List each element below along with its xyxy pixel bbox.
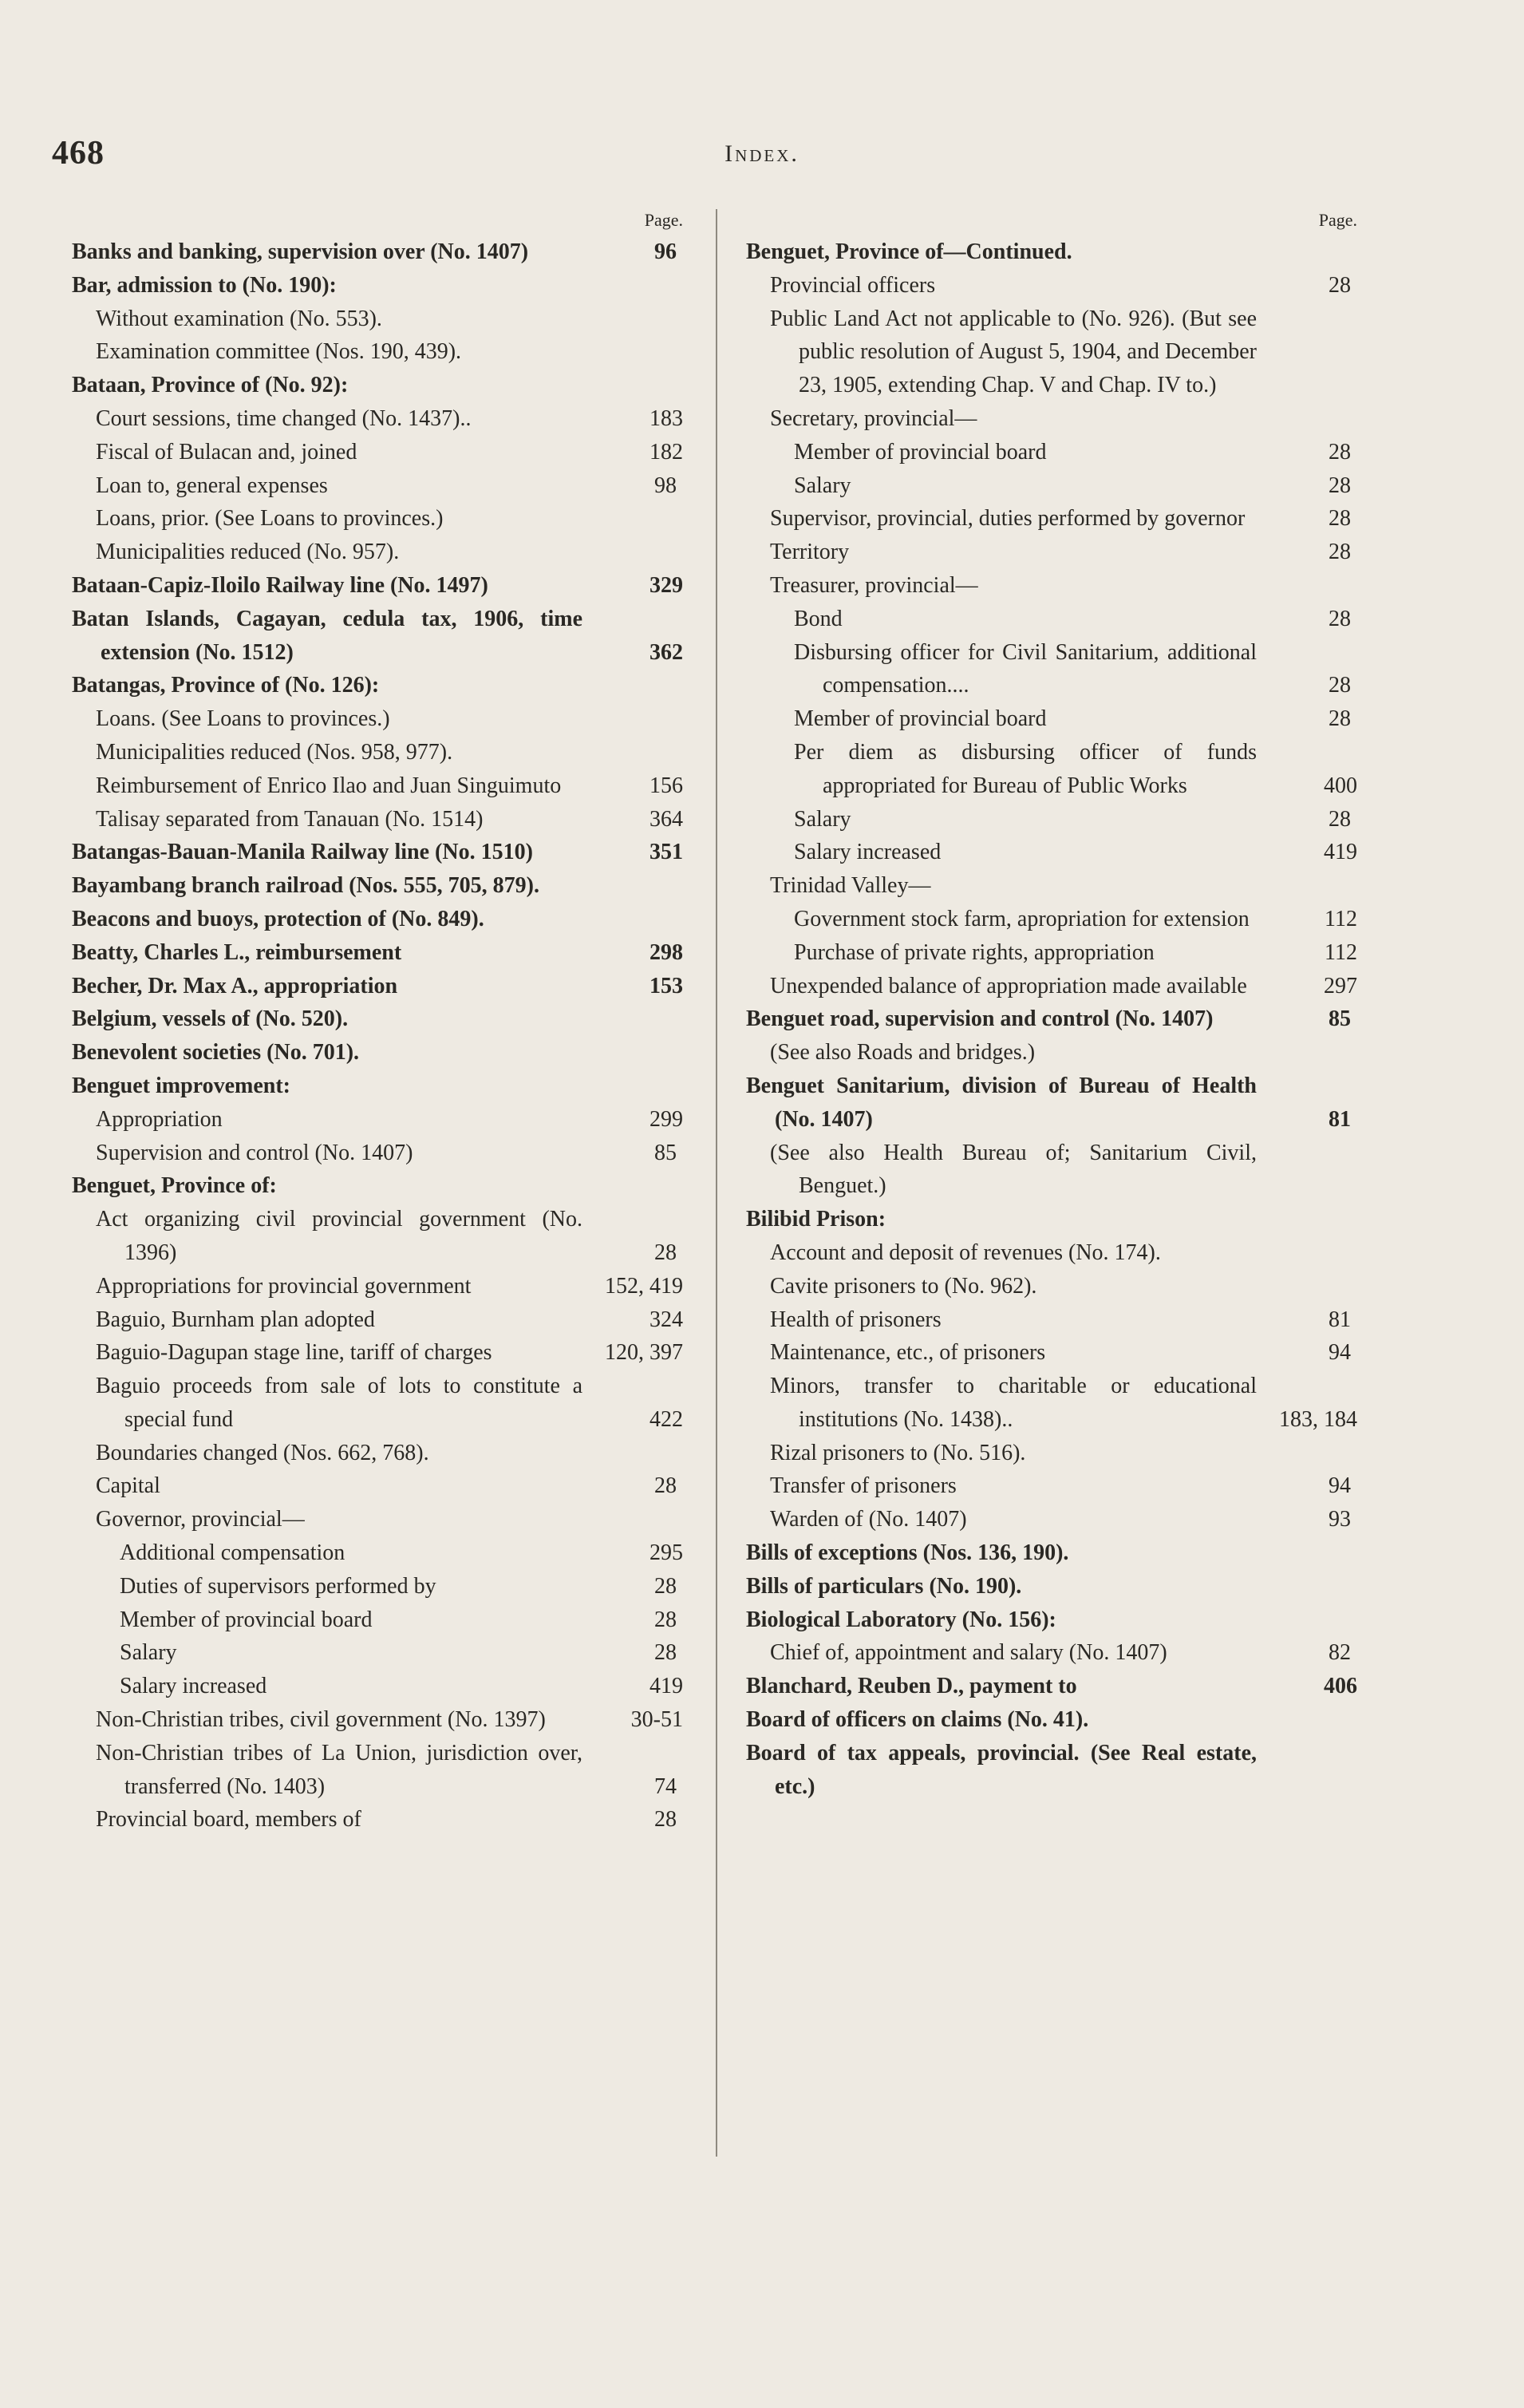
index-entry: Transfer of prisoners 94 bbox=[746, 1469, 1360, 1503]
entry-text: Fiscal of Bulacan and, joined bbox=[96, 439, 357, 465]
entry-text: Boundaries changed (Nos. 662, 768). bbox=[96, 1440, 429, 1465]
index-entry: Loan to, general expenses 98 bbox=[72, 469, 686, 503]
entry-text: Health of prisoners bbox=[770, 1307, 942, 1332]
entry-page-number: 419 bbox=[649, 1674, 683, 1699]
index-entry bbox=[72, 569, 686, 603]
index-entry: Member of provincial board 28 bbox=[746, 702, 1360, 736]
entry-text: Batan Islands, Cagayan, cedula tax, 1906, time extension (No. 1512) bbox=[72, 606, 582, 665]
entry-page-number: 422 bbox=[649, 1406, 683, 1432]
entry-text: (See also Health Bureau of; Sanitarium Civil, Benguet.) bbox=[770, 1140, 1257, 1199]
index-entry: Chief of, appointment and salary (No. 1407) 82 bbox=[746, 1636, 1360, 1670]
index-entry bbox=[72, 803, 686, 836]
entry-text: Salary bbox=[120, 1640, 177, 1666]
index-entry: Member of provincial board 28 bbox=[746, 436, 1360, 469]
index-entry bbox=[746, 1737, 1360, 1804]
index-entry bbox=[72, 1370, 686, 1437]
entry-page-number: 324 bbox=[649, 1307, 683, 1332]
entry-page-number: 351 bbox=[649, 840, 683, 865]
index-entry: Salary 28 bbox=[72, 1636, 686, 1670]
entry-text: Beatty, Charles L., reimbursement bbox=[72, 939, 402, 965]
entry-text: Member of provincial board bbox=[794, 706, 1047, 732]
entry-page-number: 295 bbox=[649, 1540, 683, 1566]
entry-text: Benguet, Province of—Continued. bbox=[746, 239, 1072, 264]
entry-page-number: 153 bbox=[649, 973, 683, 998]
entry-text: Becher, Dr. Max A., appropriation bbox=[72, 973, 398, 998]
index-entry bbox=[746, 1570, 1360, 1603]
entry-text: Salary bbox=[794, 473, 851, 498]
index-entry: Banks and banking, supervision over (No. 1407) 96 bbox=[72, 235, 686, 269]
index-entry bbox=[72, 502, 686, 536]
entry-text: Benevolent societies (No. 701). bbox=[72, 1040, 360, 1066]
entry-text: Beacons and buoys, protection of (No. 849). bbox=[72, 906, 484, 931]
index-entry bbox=[72, 836, 686, 869]
index-entry: Disbursing officer for Civil Sanitarium, additional compensation.... 28 bbox=[746, 636, 1360, 703]
entry-text: Batangas-Bauan-Manila Railway line (No. 1510) bbox=[72, 840, 533, 865]
entry-text: Public Land Act not applicable to (No. 926). (But see public resolution of August 5, 1904, and December 23, 1905, extending Chap. V and Chap. IV to.) bbox=[770, 306, 1257, 398]
entry-page-number: 112 bbox=[1325, 939, 1357, 965]
entry-text: Bilibid Prison: bbox=[746, 1207, 886, 1232]
entry-text: Bataan-Capiz-Iloilo Railway line (No. 1497) bbox=[72, 572, 488, 598]
index-entry bbox=[72, 1002, 686, 1036]
entry-text: Non-Christian tribes of La Union, jurisdiction over, transferred (No. 1403) bbox=[96, 1740, 582, 1799]
entry-text: Loans. (See Loans to provinces.) bbox=[96, 706, 390, 732]
page-header bbox=[0, 134, 1524, 182]
entry-text: Transfer of prisoners bbox=[770, 1473, 957, 1499]
entry-text: Provincial board, members of bbox=[96, 1807, 361, 1833]
index-entry bbox=[746, 569, 1360, 603]
entry-text: Appropriations for provincial government bbox=[96, 1273, 472, 1299]
entry-text: Government stock farm, apropriation for extension bbox=[794, 906, 1250, 931]
index-entry bbox=[746, 936, 1360, 970]
entry-text: Minors, transfer to charitable or educational institutions (No. 1438).. bbox=[770, 1374, 1257, 1432]
index-entry bbox=[72, 1670, 686, 1703]
index-entry: Non-Christian tribes of La Union, jurisdiction over, transferred (No. 1403) 74 bbox=[72, 1737, 686, 1804]
entry-text: Territory bbox=[770, 540, 850, 565]
index-entry bbox=[72, 269, 686, 302]
index-entry bbox=[746, 903, 1360, 936]
entry-text: Supervisor, provincial, duties performed by governor bbox=[770, 506, 1246, 532]
index-entry bbox=[72, 1437, 686, 1470]
entry-page-number: 156 bbox=[649, 773, 683, 798]
index-entry: Provincial officers 28 bbox=[746, 269, 1360, 302]
index-entry bbox=[746, 402, 1360, 436]
entry-text: Board of officers on claims (No. 41). bbox=[746, 1707, 1089, 1733]
index-entry: Benguet road, supervision and control (No. 1407) 85 bbox=[746, 1002, 1360, 1036]
index-entry bbox=[72, 736, 686, 769]
index-entry bbox=[746, 302, 1360, 402]
entry-text: Maintenance, etc., of prisoners bbox=[770, 1340, 1046, 1366]
entry-text: Baguio-Dagupan stage line, tariff of charges bbox=[96, 1340, 492, 1366]
index-entry: Benguet Sanitarium, division of Bureau of Health (No. 1407) 81 bbox=[746, 1070, 1360, 1137]
index-entry: Duties of supervisors performed by 28 bbox=[72, 1570, 686, 1603]
entry-text: Reimbursement of Enrico Ilao and Juan Singuimuto bbox=[96, 773, 562, 798]
left-entry-list bbox=[72, 235, 686, 1837]
entry-text: Treasurer, provincial— bbox=[770, 572, 978, 598]
entry-text: Batangas, Province of (No. 126): bbox=[72, 673, 380, 698]
index-entry bbox=[72, 869, 686, 903]
entry-text: Bayambang branch railroad (Nos. 555, 705, 879). bbox=[72, 873, 539, 899]
running-head: Index. bbox=[724, 140, 800, 167]
index-entry bbox=[72, 335, 686, 369]
index-entry bbox=[72, 1169, 686, 1203]
entry-text: Act organizing civil provincial government (No. 1396) bbox=[96, 1207, 582, 1265]
entry-text: Bataan, Province of (No. 92): bbox=[72, 373, 349, 398]
entry-page-number: 299 bbox=[649, 1106, 683, 1132]
entry-text: Member of provincial board bbox=[120, 1607, 373, 1632]
index-entry: Capital 28 bbox=[72, 1469, 686, 1503]
index-entry bbox=[746, 1137, 1360, 1204]
entry-text: Benguet Sanitarium, division of Bureau of Health (No. 1407) bbox=[746, 1073, 1257, 1132]
entry-text: Governor, provincial— bbox=[96, 1507, 305, 1532]
index-entry bbox=[72, 536, 686, 569]
entry-text: Chief of, appointment and salary (No. 1407) bbox=[770, 1640, 1167, 1666]
entry-text: Municipalities reduced (Nos. 958, 977). bbox=[96, 739, 453, 765]
index-entry bbox=[72, 936, 686, 970]
entry-text: Supervision and control (No. 1407) bbox=[96, 1140, 413, 1165]
index-entry bbox=[746, 1670, 1360, 1703]
entry-text: Board of tax appeals, provincial. (See Real estate, etc.) bbox=[746, 1740, 1257, 1799]
page-number: 468 bbox=[52, 135, 105, 172]
entry-text: Bond bbox=[794, 606, 843, 631]
entry-text: Appropriation bbox=[96, 1106, 223, 1132]
entry-text: Biological Laboratory (No. 156): bbox=[746, 1607, 1056, 1632]
entry-page-number: 406 bbox=[1324, 1674, 1357, 1699]
entry-page-number: 329 bbox=[649, 572, 683, 598]
entry-text: Benguet, Province of: bbox=[72, 1173, 277, 1199]
entry-text: Bar, admission to (No. 190): bbox=[72, 272, 337, 298]
entry-text: Secretary, provincial— bbox=[770, 405, 977, 431]
index-entry bbox=[72, 1703, 686, 1737]
index-entry bbox=[746, 235, 1360, 269]
page-column-label: Page. bbox=[644, 210, 683, 230]
index-entry bbox=[72, 1270, 686, 1303]
index-entry bbox=[746, 1603, 1360, 1637]
entry-text: Without examination (No. 553). bbox=[96, 306, 382, 331]
index-entry: Salary 28 bbox=[746, 803, 1360, 836]
entry-text: Salary increased bbox=[120, 1674, 267, 1699]
entry-page-number: 30-51 bbox=[630, 1707, 683, 1733]
entry-text: Duties of supervisors performed by bbox=[120, 1573, 436, 1599]
index-entry bbox=[72, 1536, 686, 1570]
index-entry: Provincial board, members of 28 bbox=[72, 1803, 686, 1837]
entry-page-number: 297 bbox=[1324, 973, 1357, 998]
index-entry: Act organizing civil provincial government (No. 1396) 28 bbox=[72, 1203, 686, 1270]
index-entry bbox=[746, 1036, 1360, 1070]
entry-text: Court sessions, time changed (No. 1437).. bbox=[96, 405, 472, 431]
entry-text: Non-Christian tribes, civil government (No. 1397) bbox=[96, 1707, 546, 1733]
entry-text: Municipalities reduced (No. 957). bbox=[96, 540, 400, 565]
index-entry bbox=[746, 869, 1360, 903]
index-entry bbox=[72, 1503, 686, 1536]
entry-text: Cavite prisoners to (No. 962). bbox=[770, 1273, 1037, 1299]
entry-text: Belgium, vessels of (No. 520). bbox=[72, 1006, 349, 1032]
entry-text: Rizal prisoners to (No. 516). bbox=[770, 1440, 1026, 1465]
index-entry bbox=[72, 1103, 686, 1137]
entry-text: Salary bbox=[794, 806, 851, 832]
index-entry bbox=[746, 1703, 1360, 1737]
index-entry bbox=[72, 970, 686, 1003]
index-entry: Bond 28 bbox=[746, 603, 1360, 636]
page-column-label: Page. bbox=[1318, 210, 1357, 230]
entry-text: Purchase of private rights, appropriation bbox=[794, 939, 1155, 965]
entry-page-number: 182 bbox=[649, 439, 683, 465]
entry-page-number: 120, 397 bbox=[605, 1340, 683, 1366]
index-entry bbox=[746, 736, 1360, 803]
right-entry-list bbox=[746, 235, 1360, 1803]
entry-text: Bills of exceptions (Nos. 136, 190). bbox=[746, 1540, 1069, 1566]
entry-text: Salary increased bbox=[794, 840, 942, 865]
index-entry bbox=[746, 1203, 1360, 1236]
index-entry bbox=[72, 669, 686, 702]
index-entry bbox=[72, 903, 686, 936]
entry-text: Per diem as disbursing officer of funds appropriated for Bureau of Public Works bbox=[794, 739, 1257, 798]
entry-text: Baguio, Burnham plan adopted bbox=[96, 1307, 375, 1332]
column-divider bbox=[716, 209, 717, 2157]
index-entry bbox=[746, 1536, 1360, 1570]
index-entry bbox=[72, 302, 686, 336]
entry-text: Baguio proceeds from sale of lots to constitute a special fund bbox=[96, 1374, 582, 1432]
entry-text: Capital bbox=[96, 1473, 160, 1499]
entry-text: Loan to, general expenses bbox=[96, 473, 328, 498]
index-entry: Health of prisoners 81 bbox=[746, 1303, 1360, 1337]
entry-page-number: 364 bbox=[649, 806, 683, 832]
entry-text: Member of provincial board bbox=[794, 439, 1047, 465]
entry-page-number: 183 bbox=[649, 405, 683, 431]
index-entry: Supervisor, provincial, duties performed by governor 28 bbox=[746, 502, 1360, 536]
entry-text: (See also Roads and bridges.) bbox=[770, 1040, 1036, 1066]
index-entry bbox=[746, 1236, 1360, 1270]
index-entry bbox=[746, 1270, 1360, 1303]
index-entry bbox=[72, 369, 686, 402]
index-entry bbox=[72, 1070, 686, 1103]
index-entry bbox=[746, 1437, 1360, 1470]
entry-text: Benguet road, supervision and control (No. 1407) bbox=[746, 1006, 1214, 1032]
entry-page-number: 112 bbox=[1325, 906, 1357, 931]
index-entry bbox=[72, 603, 686, 670]
left-column bbox=[72, 210, 686, 1837]
entry-page-number: 152, 419 bbox=[605, 1273, 683, 1299]
entry-page-number: 362 bbox=[649, 639, 683, 665]
index-entry bbox=[72, 402, 686, 436]
entry-text: Account and deposit of revenues (No. 174). bbox=[770, 1240, 1161, 1265]
index-entry bbox=[72, 1036, 686, 1070]
index-entry: Territory 28 bbox=[746, 536, 1360, 569]
entry-page-number: 400 bbox=[1324, 773, 1357, 798]
index-entry bbox=[746, 970, 1360, 1003]
entry-page-number: 183, 184 bbox=[1279, 1406, 1357, 1432]
entry-text: Bills of particulars (No. 190). bbox=[746, 1573, 1022, 1599]
index-entry bbox=[746, 1370, 1360, 1437]
entry-text: Trinidad Valley— bbox=[770, 873, 931, 899]
entry-page-number: 298 bbox=[649, 939, 683, 965]
entry-page-number: 419 bbox=[1324, 840, 1357, 865]
index-entry bbox=[746, 836, 1360, 869]
index-entry: Warden of (No. 1407) 93 bbox=[746, 1503, 1360, 1536]
entry-text: Blanchard, Reuben D., payment to bbox=[746, 1674, 1077, 1699]
entry-text: Disbursing officer for Civil Sanitarium, additional compensation.... bbox=[794, 639, 1257, 698]
right-column bbox=[746, 210, 1360, 1803]
entry-text: Banks and banking, supervision over (No. 1407) bbox=[72, 239, 529, 264]
entry-text: Provincial officers bbox=[770, 272, 936, 298]
index-entry: Salary 28 bbox=[746, 469, 1360, 503]
entry-text: Additional compensation bbox=[120, 1540, 345, 1566]
index-entry bbox=[72, 702, 686, 736]
index-entry: Member of provincial board 28 bbox=[72, 1603, 686, 1637]
index-entry: Maintenance, etc., of prisoners 94 bbox=[746, 1336, 1360, 1370]
index-entry bbox=[72, 436, 686, 469]
entry-text: Examination committee (Nos. 190, 439). bbox=[96, 339, 462, 365]
entry-text: Benguet improvement: bbox=[72, 1073, 290, 1098]
entry-text: Unexpended balance of appropriation made available bbox=[770, 973, 1247, 998]
entry-text: Warden of (No. 1407) bbox=[770, 1507, 967, 1532]
index-entry bbox=[72, 1336, 686, 1370]
entry-text: Loans, prior. (See Loans to provinces.) bbox=[96, 506, 444, 532]
index-entry bbox=[72, 1303, 686, 1337]
index-entry: Supervision and control (No. 1407) 85 bbox=[72, 1137, 686, 1170]
index-entry bbox=[72, 769, 686, 803]
entry-text: Talisay separated from Tanauan (No. 1514) bbox=[96, 806, 484, 832]
